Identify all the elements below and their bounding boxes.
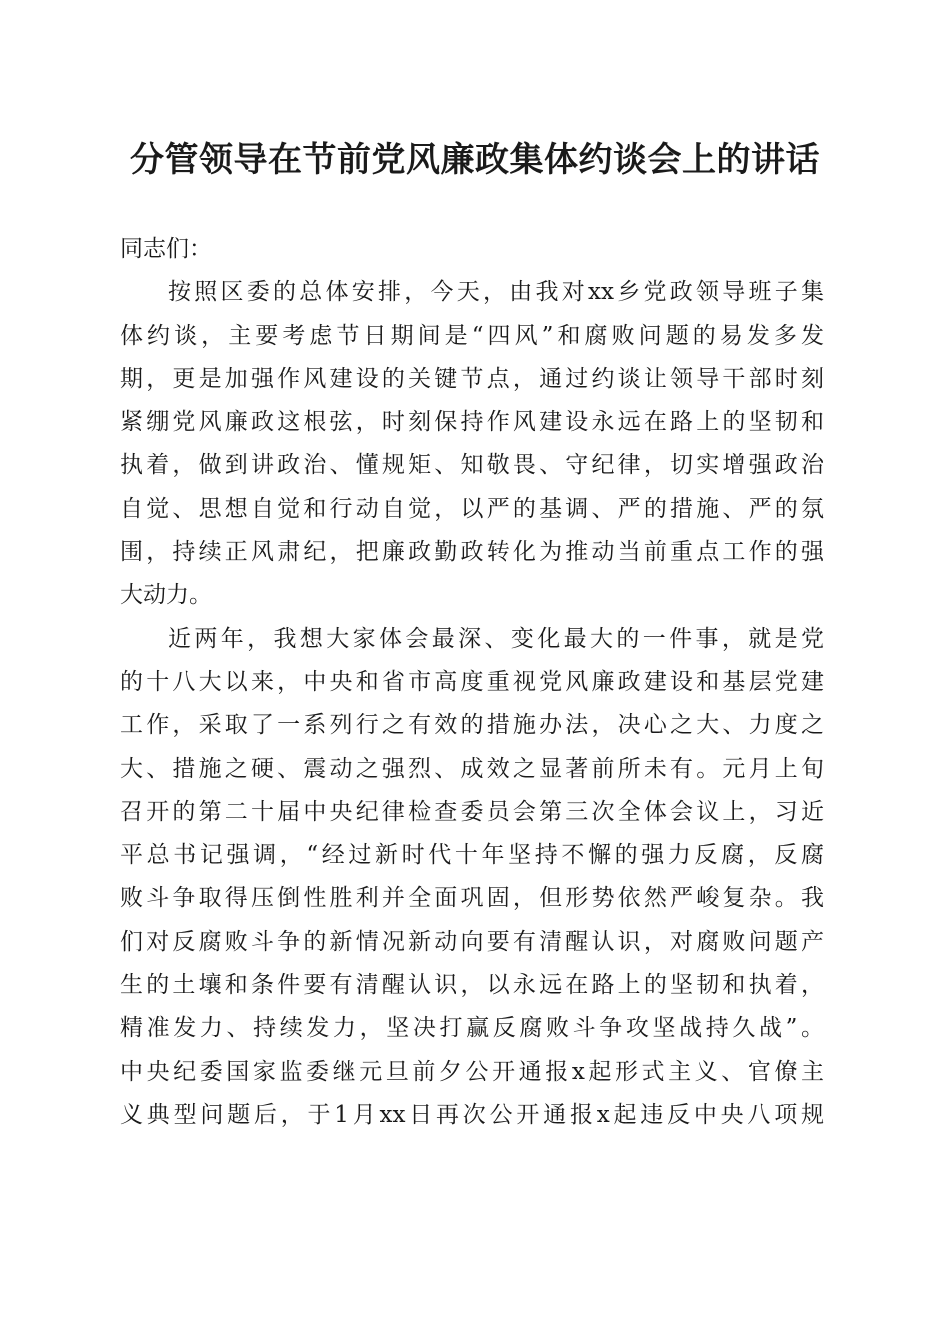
paragraph-2-line-1: 近两年，我想大家体会最深、变化最大的一件事，就是党 — [168, 625, 824, 652]
paragraph-2-line: 们对反腐败斗争的新情况新动向要有清醒认识，对腐败问题产 — [120, 928, 824, 955]
paragraph-1-line-last: 大动力。 — [120, 582, 212, 609]
paragraph-1-line: 体约谈，主要考虑节日期间是“四风”和腐败问题的易发多发 — [120, 322, 824, 349]
paragraph-2-line: 平总书记强调，“经过新时代十年坚持不懈的强力反腐，反腐 — [120, 842, 824, 869]
paragraph-1-line: 期，更是加强作风建设的关键节点，通过约谈让领导干部时刻 — [120, 365, 824, 392]
paragraph-1-line-1: 按照区委的总体安排，今天，由我对xx乡党政领导班子集 — [168, 279, 824, 306]
paragraph-2-line: 义典型问题后，于1月xx日再次公开通报x起违反中央八项规 — [120, 1101, 824, 1128]
paragraph-1-line: 自觉、思想自觉和行动自觉，以严的基调、严的措施、严的氛 — [120, 495, 824, 522]
paragraph-2-line: 精准发力、持续发力，坚决打赢反腐败斗争攻坚战持久战”。 — [120, 1015, 824, 1042]
paragraph-2-line: 败斗争取得压倒性胜利并全面巩固，但形势依然严峻复杂。我 — [120, 885, 824, 912]
paragraph-2-line: 召开的第二十届中央纪律检查委员会第三次全体会议上，习近 — [120, 798, 824, 825]
salutation: 同志们： — [120, 236, 212, 262]
document-body — [120, 228, 824, 1137]
document-title: 分管领导在节前党风廉政集体约谈会上的讲话 — [130, 140, 820, 180]
paragraph-2-line: 生的土壤和条件要有清醒认识，以永远在路上的坚韧和执着， — [120, 972, 824, 999]
paragraph-2-line: 中央纪委国家监委继元旦前夕公开通报x起形式主义、官僚主 — [120, 1058, 824, 1085]
paragraph-2-line: 的十八大以来，中央和省市高度重视党风廉政建设和基层党建 — [120, 668, 824, 695]
paragraph-1-line: 围，持续正风肃纪，把廉政勤政转化为推动当前重点工作的强 — [120, 539, 824, 566]
paragraph-1-line: 紧绷党风廉政这根弦，时刻保持作风建设永远在路上的坚韧和 — [120, 409, 824, 436]
paragraph-2-line: 工作，采取了一系列行之有效的措施办法，决心之大、力度之 — [120, 712, 824, 739]
paragraph-1-line: 执着，做到讲政治、懂规矩、知敬畏、守纪律，切实增强政治 — [120, 452, 824, 479]
paragraph-2-line: 大、措施之硬、震动之强烈、成效之显著前所未有。元月上旬 — [120, 755, 824, 782]
